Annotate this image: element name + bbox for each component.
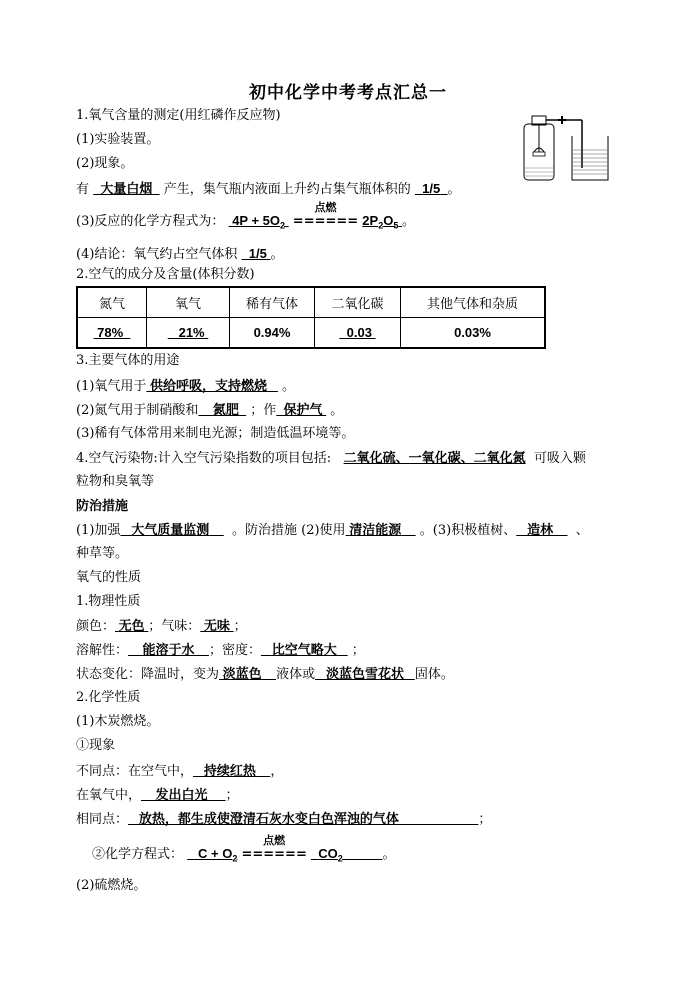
answer-density (261, 642, 348, 657)
equation-left: $4P + 5O_2$ (232, 213, 286, 231)
answer-text: 1/5 (248, 246, 267, 261)
answer-text: 造林 (527, 522, 554, 537)
answer-fertilizer (198, 402, 246, 417)
equation-left: $C + O_2$ (198, 846, 238, 864)
sec2-heading: 2.空气的成分及含量(体积分数) (76, 267, 255, 282)
text: 。 (330, 403, 344, 418)
page-title: 初中化学中考考点汇总一 (249, 83, 447, 103)
equation-right: $2P_2O_5$ (362, 213, 399, 231)
sec4-line2: 粒物和臭氧等 (76, 474, 155, 489)
answer-odorless (200, 618, 233, 633)
table-cell (77, 318, 147, 349)
answer-text: 保护气 (283, 402, 323, 417)
answer-text: 大气质量监测 (131, 522, 210, 537)
text: ， (270, 764, 284, 779)
text: 。(3)积极植树、 (419, 523, 517, 538)
air-composition-table (76, 286, 546, 349)
sulfur-heading: (2)硫燃烧。 (76, 878, 147, 893)
answer-text: 清洁能源 (349, 522, 402, 537)
answer-forest (516, 522, 567, 537)
answer-text: 无色 (118, 618, 145, 633)
answer-text: 持续红热 (203, 763, 256, 778)
text: 。 (382, 847, 396, 862)
answer-text: 供给呼吸，支持燃烧 (150, 378, 268, 393)
eq-text: 2P (362, 213, 379, 228)
text: ； (233, 619, 247, 634)
sec3-rare-gas-use: (3)稀有气体常用来制电光源；制造低温环境等。 (76, 426, 355, 441)
carbon-equation-line (92, 834, 396, 868)
answer-text: 1/5 (422, 181, 441, 196)
eq-text: 4P + 5O (232, 213, 281, 228)
text: (1)加强 (76, 523, 121, 538)
answer-text: 大量白烟 (100, 181, 153, 196)
answer-red-hot (193, 763, 270, 778)
answer-pale-blue-solid (315, 666, 415, 681)
arrow-text: ====== (292, 214, 359, 229)
text: 4.空气污染物:计入空气污染指数的项目包括: (76, 451, 332, 466)
eq-text: CO (318, 846, 338, 861)
table-cell: 0.94% (230, 318, 315, 349)
equation-right: $CO_2$ (318, 846, 343, 864)
text: 。 (447, 182, 461, 197)
sec1-phenomenon: (2)现象。 (76, 156, 134, 171)
text: (1)氧气用于 (76, 379, 147, 394)
answer-clean-energy (346, 522, 416, 537)
oxygen-heading: 氧气的性质 (76, 570, 142, 585)
text: 。 (282, 379, 296, 394)
answer-text: 能溶于水 (142, 642, 195, 657)
sec3-oxygen-use (76, 377, 295, 396)
sec1-heading: 1.氧气含量的测定(用红磷作反应物) (76, 108, 281, 123)
answer-monitoring (120, 522, 223, 537)
condition-label: 点燃 (314, 201, 337, 214)
text: 。 (401, 214, 415, 229)
text: (4)结论：氧气约占空气体积 (76, 247, 238, 262)
sec3-heading: 3.主要气体的用途 (76, 353, 180, 368)
table-row (77, 318, 545, 349)
answer-text: 二氧化硫、一氧化碳、二氧化氮 (343, 450, 526, 465)
table-header: 氮气 (77, 287, 147, 318)
answer-solubility (128, 642, 209, 657)
answer-text: 淡蓝色雪花状 (325, 666, 404, 681)
table-cell: 0.03% (401, 318, 546, 349)
text: ；作 (250, 403, 277, 418)
text: 固体。 (414, 667, 454, 682)
text: ；密度： (208, 643, 261, 658)
in-oxygen-line (76, 786, 239, 805)
text: 在氧气中， (76, 788, 142, 803)
sec1-equation-line (76, 201, 415, 235)
prevention-line (76, 521, 589, 540)
text: 状态变化：降温时，变为 (76, 667, 220, 682)
difference-line (76, 762, 283, 781)
state-change-line (76, 665, 454, 684)
cell-value: 78% (97, 325, 124, 340)
phenomenon-heading: ①现象 (76, 738, 116, 753)
text: ；气味： (148, 619, 201, 634)
table-header-row (77, 287, 545, 318)
text: 可吸入颗 (533, 451, 586, 466)
answer-pollutants (344, 450, 526, 465)
answer-white-light (141, 787, 226, 802)
equation-arrow (241, 834, 307, 864)
answer-common-feature (128, 811, 478, 826)
answer-protective-gas (276, 402, 326, 417)
sec1-conclusion (76, 245, 284, 264)
chemical-heading: 2.化学性质 (76, 690, 141, 705)
text: 液体或 (276, 667, 316, 682)
answer-text: 比空气略大 (271, 642, 337, 657)
text: ； (478, 812, 492, 827)
sec3-nitrogen-use (76, 401, 343, 420)
cell-value: 0.03 (346, 325, 372, 340)
text: (3)反应的化学方程式为： (76, 214, 225, 229)
eq-text: C + O (198, 846, 233, 861)
answer-colorless (115, 618, 148, 633)
color-smell-line (76, 617, 247, 636)
table-header: 稀有气体 (230, 287, 315, 318)
same-line (76, 810, 491, 829)
text: 相同点： (76, 812, 129, 827)
cell-value: 21% (178, 325, 205, 340)
text: 。防治措施 (2)使用 (232, 523, 346, 538)
equation-arrow (292, 201, 359, 231)
physical-heading: 1.物理性质 (76, 594, 141, 609)
table-header: 氧气 (147, 287, 230, 318)
sec1-phenomenon-line (76, 180, 461, 199)
table-cell (315, 318, 401, 349)
prevention-heading: 防治措施 (76, 498, 129, 513)
answer-white-smoke (93, 181, 159, 196)
arrow-text: ====== (241, 847, 307, 862)
answer-text: 发出白光 (155, 787, 208, 802)
solubility-density-line (76, 641, 365, 660)
apparatus-diagram (518, 108, 628, 188)
answer-pale-blue-liquid (219, 666, 276, 681)
answer-text: 淡蓝色 (222, 666, 262, 681)
text: 颜色： (76, 619, 116, 634)
table-header: 其他气体和杂质 (401, 287, 546, 318)
answer-text: 放热，都生成使澄清石灰水变白色浑浊的气体 (138, 811, 399, 826)
table-cell (147, 318, 230, 349)
answer-oxygen-use (146, 378, 277, 393)
table-header: 二氧化碳 (315, 287, 401, 318)
charcoal-heading: (1)木炭燃烧。 (76, 714, 160, 729)
text: 溶解性： (76, 643, 129, 658)
answer-fraction (242, 246, 271, 261)
sec4-pollutants (76, 449, 586, 468)
text: 产生，集气瓶内液面上升约占集气瓶体积的 (163, 182, 411, 197)
answer-fraction (415, 181, 448, 196)
text: ②化学方程式： (92, 847, 184, 862)
answer-text: 氮肥 (212, 402, 239, 417)
text: 。 (270, 247, 284, 262)
sec1-setup: (1)实验装置。 (76, 132, 160, 147)
answer-text: 无味 (203, 618, 230, 633)
text: ； (351, 643, 365, 658)
text: 、 (575, 523, 589, 538)
text: (2)氮气用于制硝酸和 (76, 403, 199, 418)
text: 有 (76, 182, 90, 197)
text: 不同点：在空气中， (76, 764, 194, 779)
condition-label: 点燃 (263, 834, 286, 847)
prevention-line2: 种草等。 (76, 546, 129, 561)
text: ； (225, 788, 239, 803)
